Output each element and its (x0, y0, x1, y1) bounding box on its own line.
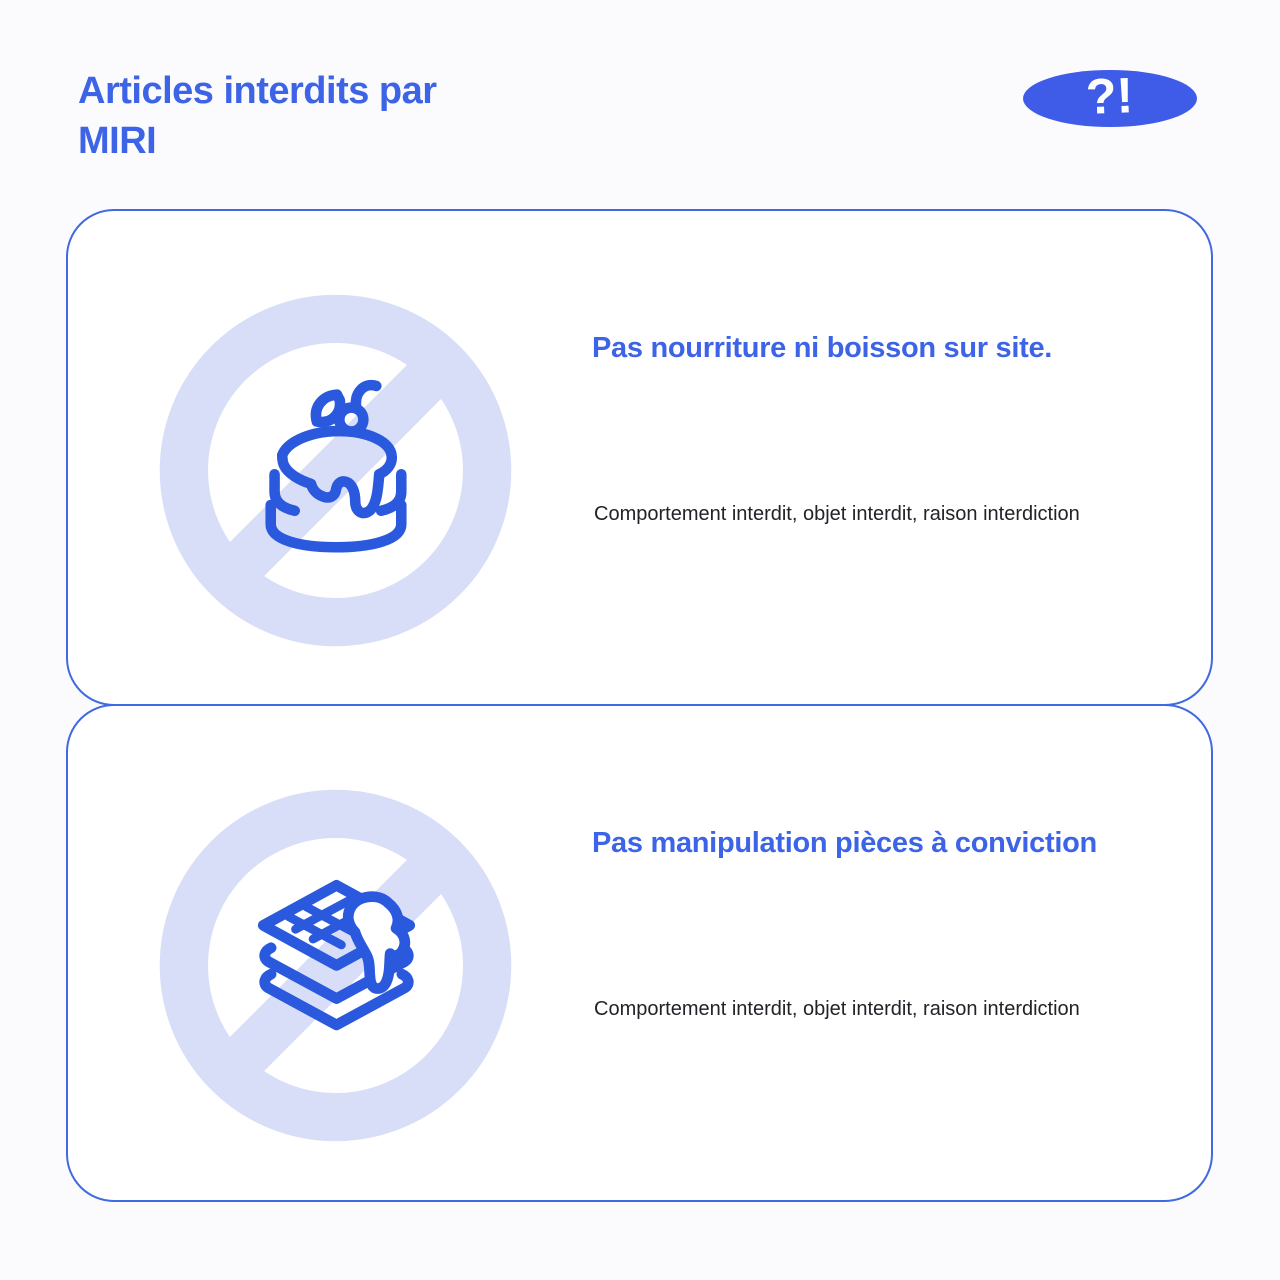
page-title-line2: MIRI (78, 120, 157, 162)
no-food-cake-icon (152, 287, 519, 654)
cake-icon (240, 361, 432, 553)
no-evidence-layers-icon (152, 782, 519, 1149)
waffle-stack-icon (234, 858, 439, 1063)
card-heading: Pas manipulation pièces à conviction (592, 827, 1097, 859)
page-title-line1: Articles interdits par (78, 70, 437, 112)
card-caption: Comportement interdit, objet interdit, raison interdiction (594, 998, 1080, 1020)
card-no-evidence-handling (66, 704, 1213, 1202)
card-caption: Comportement interdit, objet interdit, raison interdiction (594, 503, 1080, 525)
page-title (78, 66, 437, 166)
card-no-food (66, 209, 1213, 706)
brand-logo-ellipse (1023, 66, 1197, 127)
interrobang-logo-icon: ?! (1085, 66, 1135, 125)
card-heading: Pas nourriture ni boisson sur site. (592, 332, 1053, 364)
